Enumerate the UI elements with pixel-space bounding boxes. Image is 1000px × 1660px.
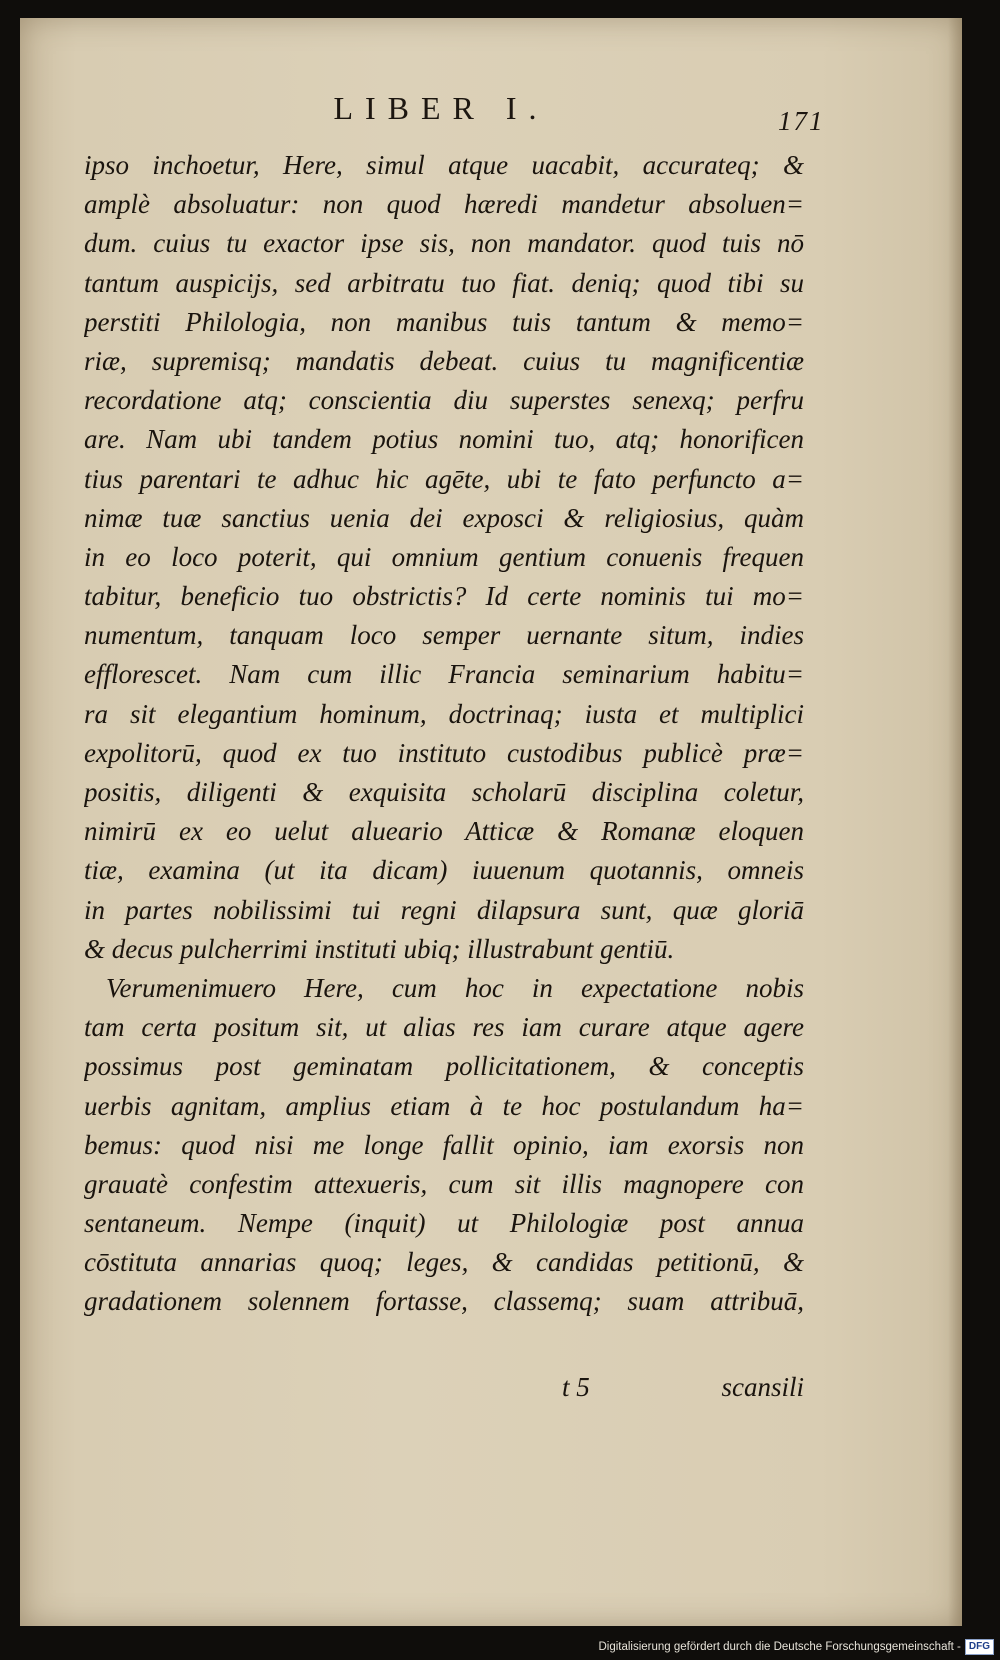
book-page: [20, 18, 962, 1626]
text-line: tam certa positum sit, ut alias res iam curare atque agere: [84, 1012, 804, 1043]
text-line: are. Nam ubi tandem potius nomini tuo, atq; honorificen: [84, 424, 804, 455]
funding-credit-text: Digitalisierung gefördert durch die Deutsche Forschungsgemeinschaft -: [598, 1641, 961, 1653]
text-line: cōstituta annarias quoq; leges, & candidas petitionū, &: [84, 1247, 804, 1278]
page-edge-shadow: [948, 18, 962, 1626]
text-line: riæ, supremisq; mandatis debeat. cuius tu magnificentiæ: [84, 345, 804, 376]
text-line: tius parentari te adhuc hic agēte, ubi te fato perfuncto a=: [84, 463, 804, 494]
text-line: positis, diligenti & exquisita scholarū disciplina coletur,: [84, 777, 804, 807]
text-line: nimirū ex eo uelut alueario Atticæ & Romanæ eloquen: [84, 816, 804, 847]
text-line-paragraph-start: Verumenimuero Here, cum hoc in expectatione nobis: [106, 972, 804, 1003]
text-line: gradationem solennem fortasse, classemq; suam attribuā,: [84, 1286, 804, 1317]
footer-bar: [0, 1636, 1000, 1660]
text-line: & decus pulcherrimi instituti ubiq; illustrabunt gentiū.: [84, 933, 675, 964]
text-line: ipso inchoetur, Here, simul atque uacabit, accurateq; &: [84, 150, 804, 180]
text-line: possimus post geminatam pollicitationem, & conceptis: [84, 1051, 804, 1082]
text-line: amplè absoluatur: non quod hæredi mandetur absoluen=: [84, 189, 804, 220]
dfg-logo-icon: DFG: [965, 1639, 994, 1655]
text-line: grauatè confestim attexueris, cum sit illis magnopere con: [84, 1168, 804, 1199]
text-line: in eo loco poterit, qui omnium gentium conuenis frequen: [84, 541, 804, 572]
folio-number: 171: [778, 106, 825, 136]
text-line: uerbis agnitam, amplius etiam à te hoc postulandum ha=: [84, 1090, 804, 1121]
text-line: efflorescet. Nam cum illic Francia seminarium habitu=: [84, 659, 804, 690]
text-line: recordatione atq; conscientia diu superstes senexq; perfru: [84, 385, 804, 416]
text-line: tiæ, examina (ut ita dicam) iuuenum quotannis, omneis: [84, 855, 804, 886]
text-line: in partes nobilissimi tui regni dilapsura sunt, quæ gloriā: [84, 894, 804, 925]
text-line: tantum auspicijs, sed arbitratu tuo fiat. deniq; quod tibi su: [84, 267, 804, 298]
text-line: bemus: quod nisi me longe fallit opinio, iam exorsis non: [84, 1129, 804, 1160]
text-line: numentum, tanquam loco semper uernante situm, indies: [84, 620, 804, 651]
text-line: ra sit elegantium hominum, doctrinaq; iusta et multiplici: [84, 698, 804, 729]
running-head: LIBER I.: [333, 90, 549, 126]
text-block: [84, 146, 804, 1322]
signature-mark: t 5: [562, 1372, 590, 1402]
text-line: dum. cuius tu exactor ipse sis, non mandator. quod tuis nō: [84, 228, 804, 259]
text-line: nimæ tuæ sanctius uenia dei exposci & religiosius, quàm: [84, 502, 804, 533]
catchword: scansili: [721, 1372, 804, 1402]
text-line: tabitur, beneficio tuo obstrictis? Id certe nominis tui mo=: [84, 581, 804, 612]
text-line: expolitorū, quod ex tuo instituto custodibus publicè præ=: [84, 737, 804, 768]
text-line: perstiti Philologia, non manibus tuis tantum & memo=: [84, 306, 804, 337]
catchword-line: [84, 1368, 804, 1407]
funding-credit: [598, 1638, 994, 1656]
text-line: sentaneum. Nempe (inquit) ut Philologiæ post annua: [84, 1208, 804, 1239]
